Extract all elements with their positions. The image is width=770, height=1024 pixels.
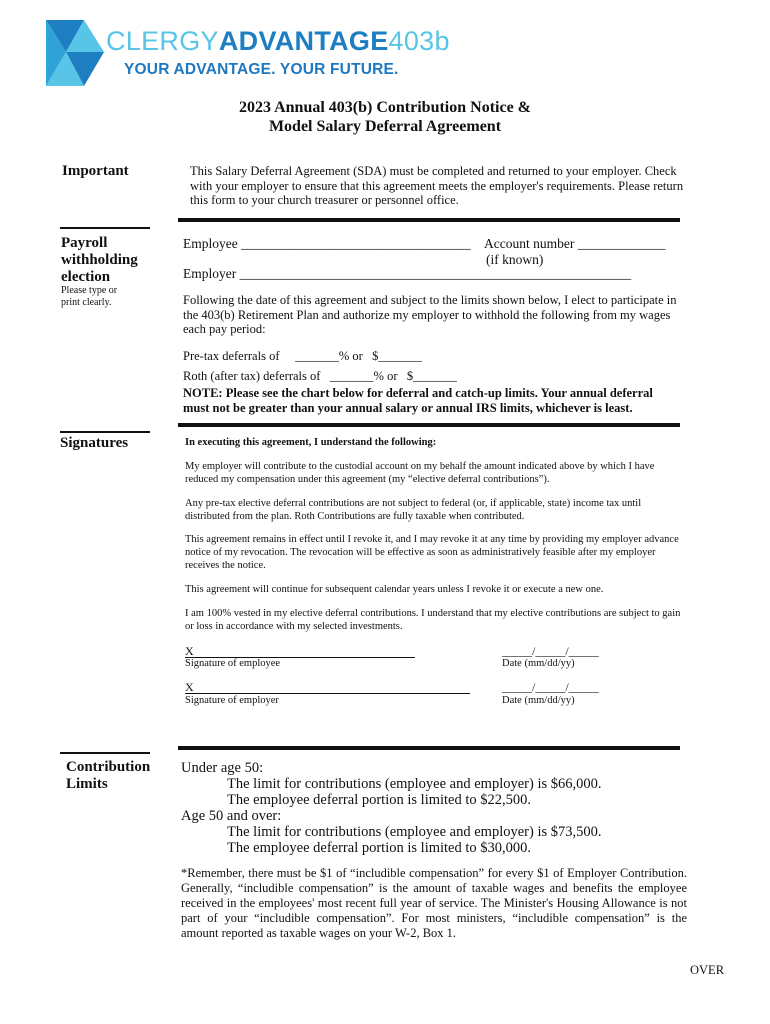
employer-date-label: Date (mm/dd/yy) (502, 695, 575, 706)
payroll-label-3: election (61, 269, 111, 285)
roth-deferral-field[interactable]: Roth (after tax) deferrals of _______% or $_______ (183, 369, 457, 383)
agreement-paragraph: My employer will contribute to the custodial account on my behalf the amount indicated above by which I have reduced my compensation under this agreement (my “elective deferral contributions”). (185, 461, 655, 485)
agreement-paragraph: This agreement will continue for subsequent calendar years unless I revoke it or execute a new one. (185, 584, 604, 595)
account-number-blank: _____________ (577, 236, 666, 251)
account-number-label: Account number (484, 236, 575, 251)
includible-compensation-note: *Remember, there must be $1 of “includible compensation” for every $1 of Employer Contribution. Generally, “includible compensation” is the amount of taxable wages and benefits the employee received in the employees' most recent full year of service. The Minister's Housing Allowance is not part of your “includible compensation”. For most ministers, “includible compensation” is the amount reported as taxable wages on your W-2, Box 1. (181, 866, 687, 940)
limits-label-2: Limits (66, 776, 108, 792)
employer-signature-field[interactable] (185, 681, 470, 694)
section-divider (178, 218, 680, 222)
clergy-advantage-logo-mark-icon (44, 18, 106, 88)
limits-label-1: Contribution (66, 759, 151, 775)
under-50-label: Under age 50: (181, 760, 264, 776)
account-known-note: (if known) (486, 252, 544, 267)
employer-field[interactable] (183, 266, 631, 282)
employer-blank: __________________________________________________________ (239, 266, 632, 281)
brand-part-403b: 403b (388, 26, 450, 56)
important-label: Important (62, 163, 129, 179)
side-divider (60, 431, 150, 433)
over-50-total-limit: The limit for contributions (employee and employer) is $73,500. (227, 824, 602, 840)
pretax-deferral-field[interactable]: Pre-tax deferrals of _______% or $_______ (183, 349, 423, 363)
employee-date-field[interactable]: _____/_____/_____ (502, 644, 599, 658)
signature-x-mark: X (185, 680, 194, 694)
employer-signature-label: Signature of employer (185, 695, 279, 706)
over-50-label: Age 50 and over: (181, 808, 282, 824)
employee-date-label: Date (mm/dd/yy) (502, 658, 575, 669)
payroll-label-2: withholding (61, 252, 138, 268)
side-divider (60, 227, 150, 229)
signature-x-mark: X (185, 644, 194, 658)
brand-part-advantage: ADVANTAGE (218, 26, 389, 56)
important-text: This Salary Deferral Agreement (SDA) must be completed and returned to your employer. Check with your employer to ensure that this agreement meets the employer's requirements. Please return this form to your church treasurer or personnel office. (190, 164, 684, 207)
note-line2: must not be greater than your annual salary or annual IRS limits, whichever is least. (183, 401, 633, 415)
employer-label: Employer (183, 266, 237, 281)
employee-blank: __________________________________ (241, 236, 471, 251)
brand-part-clergy: CLERGY (106, 26, 219, 56)
brand-name (106, 26, 450, 57)
side-divider (60, 752, 150, 754)
under-50-employee-limit: The employee deferral portion is limited to $22,500. (227, 792, 532, 808)
brand-tagline: YOUR ADVANTAGE. YOUR FUTURE. (124, 61, 399, 78)
employee-signature-label: Signature of employee (185, 658, 281, 669)
signatures-label: Signatures (60, 435, 129, 451)
employee-label: Employee (183, 236, 238, 251)
signatures-heading: In executing this agreement, I understand the following: (185, 437, 437, 448)
agreement-paragraph: I am 100% vested in my elective deferral contributions. I understand that my elective contributions are subject to gain or loss in accordance with my selected investments. (185, 608, 681, 632)
election-text: Following the date of this agreement and subject to the limits shown below, I elect to participate in the 403(b) Retirement Plan and authorize my employer to withhold the following from my wages each pay period: (183, 293, 677, 336)
agreement-paragraph: Any pre-tax elective deferral contributions are not subject to federal (or, if applicable, state) income tax until distributed from the plan. Roth Contributions are fully taxable when contributed. (185, 498, 642, 522)
payroll-label-1: Payroll (61, 235, 108, 251)
employee-field[interactable] (183, 236, 471, 252)
document-title-line2: Model Salary Deferral Agreement (268, 118, 502, 135)
document-title-line1: 2023 Annual 403(b) Contribution Notice & (238, 99, 532, 116)
employer-date-field[interactable]: _____/_____/_____ (502, 680, 599, 694)
over-indicator: OVER (690, 963, 725, 977)
over-50-employee-limit: The employee deferral portion is limited to $30,000. (227, 840, 532, 856)
section-divider (178, 746, 680, 750)
under-50-total-limit: The limit for contributions (employee and employer) is $66,000. (227, 776, 602, 792)
note-line1: NOTE: Please see the chart below for deferral and catch-up limits. Your annual deferral (183, 386, 653, 400)
section-divider (178, 423, 680, 427)
agreement-paragraph: This agreement remains in effect until I revoke it, and I may revoke it at any time by providing my employer advance notice of my revocation. The revocation will be effective as soon as administratively feasible after my employer receives the notice. (185, 534, 679, 571)
payroll-print-note: Please type or print clearly. (61, 285, 118, 308)
account-number-field[interactable] (484, 236, 665, 252)
limits-list (181, 760, 661, 856)
